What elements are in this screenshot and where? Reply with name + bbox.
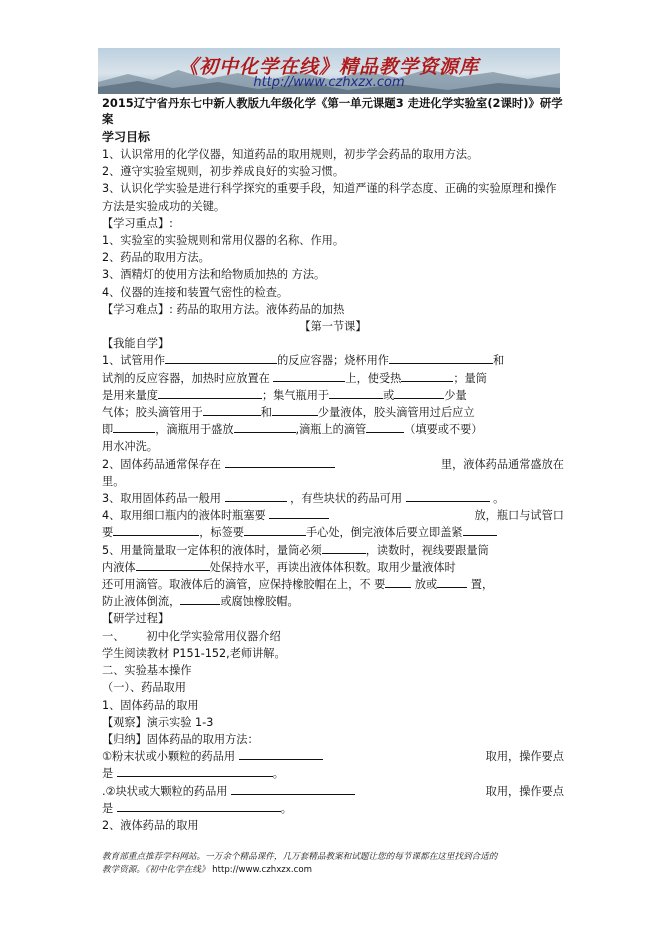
question-2-line-2: 里。 [102, 474, 125, 488]
process-text: 初中化学实验常用仪器介绍 [146, 629, 281, 643]
answer-blank[interactable] [113, 524, 199, 536]
question-text: 要 [374, 578, 386, 592]
answer-blank[interactable] [136, 559, 210, 571]
answer-blank[interactable] [322, 542, 366, 554]
answer-blank[interactable] [117, 800, 281, 812]
question-text: 里，液体药品通常盛放在 [440, 457, 564, 471]
question-text: 4、取用细口瓶内的液体时瓶塞要 [102, 509, 266, 523]
question-text: ，滴瓶用于盛放 [155, 423, 234, 437]
answer-blank[interactable] [394, 387, 444, 399]
banner-url: http://www.czhxzx.com [253, 75, 405, 90]
answer-blank[interactable] [165, 352, 277, 364]
answer-blank[interactable] [180, 593, 220, 605]
footer-line [102, 864, 564, 877]
process-text: 是 [102, 767, 114, 781]
question-text: ,滴瓶上的滴管 [295, 423, 367, 437]
process-text: 取用，操作要点 [485, 750, 564, 764]
question-text: 防止液体倒流， [102, 595, 181, 609]
question-text: ，读数时，视线要跟量筒 [365, 543, 489, 557]
answer-blank[interactable] [239, 748, 323, 760]
answer-blank[interactable] [389, 352, 493, 364]
objective-item: 1、认识常用的化学仪器，知道药品的取用规则，初步学会药品的取用方法。 [102, 148, 479, 161]
lesson-heading: 【第一节课】 [299, 320, 367, 334]
document-content [102, 95, 564, 834]
question-1-line-1 [102, 352, 564, 369]
page-footer [102, 851, 564, 877]
difficulty-line: 【学习难点】: 药品的取用方法。液体药品的加热 [102, 302, 345, 316]
process-line: 1、固体药品的取用 [102, 698, 199, 712]
answer-blank[interactable] [272, 404, 318, 416]
question-text: 和 [492, 354, 505, 368]
objective-item: 3、认识化学实验是进行科学探究的重要手段，知道严谨的科学态度、正确的实验原理和操作方法是实验成功的关键。 [102, 182, 557, 213]
footer-line: 教育部重点推荐学科网站。一万余个精品课件，几万套精品教案和试题让您的每节课都在这里找到合适的 [102, 852, 498, 862]
key-point-item: 3、酒精灯的使用方法和给物质加热的 方法。 [102, 268, 326, 282]
process-heading: 【研学过程】 [102, 612, 170, 626]
question-text: 内液体 [102, 560, 136, 574]
lump-method-line-1 [102, 783, 564, 800]
answer-blank[interactable] [329, 387, 383, 399]
process-text: 。 [272, 767, 284, 781]
process-line: 【归纳】固体药品的取用方法： [102, 732, 259, 746]
key-point-item: 2、药品的取用方法。 [102, 251, 210, 265]
process-text: ①粉末状或小颗粒的药品用 [102, 750, 236, 764]
question-text: 还可用滴管。取液体后的滴管，应保持橡胶帽在上，不 [102, 578, 371, 592]
header-banner [98, 48, 560, 94]
process-text: 是 [102, 801, 114, 815]
answer-blank[interactable] [158, 387, 262, 399]
process-line [102, 628, 564, 645]
answer-blank[interactable] [366, 421, 404, 433]
process-number: 一、 [102, 629, 125, 643]
answer-blank[interactable] [244, 524, 306, 536]
question-text: ；集气瓶用于 [261, 388, 330, 402]
question-text: 5、用量筒量取一定体积的液体时，量筒必须 [102, 543, 322, 557]
process-line: 【观察】演示实验 1-3 [102, 715, 214, 729]
question-text: 处保持水平，再读出液体体积数。取用少量液体时 [209, 560, 456, 574]
question-text: ；量筒 [453, 371, 487, 385]
answer-blank[interactable] [406, 490, 490, 502]
answer-blank[interactable] [269, 507, 329, 519]
question-text: 和 [260, 406, 272, 420]
answer-blank[interactable] [117, 765, 273, 777]
question-text: 少量液体，胶头滴管用过后应立 [317, 406, 475, 420]
question-1-line-3 [102, 387, 564, 404]
lump-method-line-2 [102, 800, 564, 817]
answer-blank[interactable] [231, 783, 355, 795]
question-text: 气体；胶头滴管用于 [102, 406, 203, 420]
key-point-item: 1、实验室的实验规则和常用仪器的名称、作用。 [102, 234, 345, 248]
answer-blank[interactable] [401, 370, 453, 382]
question-4-line-1 [102, 507, 564, 524]
process-line: 2、液体药品的取用 [102, 818, 199, 832]
footer-text: 教学资源。《初中化学在线》 [102, 865, 210, 875]
question-text: ，有些块状的药品可用 [290, 492, 403, 506]
question-text: 是用来量度 [102, 388, 158, 402]
process-text: 。 [280, 801, 292, 815]
question-text: 即 [102, 423, 114, 437]
process-text: .②块状或大颗粒的药品用 [102, 784, 228, 798]
question-text: 置， [470, 578, 494, 592]
answer-blank[interactable] [225, 456, 335, 468]
question-text: 的反应容器；烧杯用作 [277, 354, 389, 368]
answer-blank[interactable] [113, 421, 155, 433]
process-text: 取用，操作要点 [485, 784, 564, 798]
question-5-line-2 [102, 559, 564, 576]
question-1-line-6: 用水冲洗。 [102, 440, 158, 454]
question-2-line-1 [102, 456, 564, 473]
footer-link[interactable]: http://www.czhxzx.com [212, 865, 312, 875]
key-points-heading: 【学习重点】: [102, 216, 173, 230]
answer-blank[interactable] [225, 490, 287, 502]
question-1-line-4 [102, 404, 564, 421]
answer-blank[interactable] [234, 421, 296, 433]
process-line: （一）、药品取用 [102, 681, 186, 695]
banner-title: 《初中化学在线》精品教学资源库 [178, 56, 479, 78]
answer-blank[interactable] [385, 576, 411, 588]
question-text: 2、固体药品通常保存在 [102, 457, 221, 471]
question-1-line-2 [102, 370, 564, 387]
question-5-line-4 [102, 593, 564, 610]
answer-blank[interactable] [437, 576, 467, 588]
question-text: 手心处，倒完液体后要立即盖紧 [305, 526, 463, 540]
question-text: 试剂的反应容器，加热时应放置在 [102, 371, 270, 385]
powder-method-line-2 [102, 765, 564, 782]
question-4-line-2 [102, 524, 564, 541]
question-text: 1、试管用作 [102, 354, 166, 368]
powder-method-line-1 [102, 748, 564, 765]
question-text: 要 [102, 526, 114, 540]
question-3-line [102, 490, 564, 507]
self-study-heading: 【我能自学】 [102, 337, 170, 351]
question-text: 放，瓶口与试管口 [474, 509, 564, 523]
objectives-heading: 学习目标 [102, 130, 151, 144]
answer-blank[interactable] [203, 404, 261, 416]
question-text: ，标签要 [199, 526, 244, 540]
key-point-item: 4、仪器的连接和装置气密性的检查。 [102, 285, 289, 299]
question-text: 或 [383, 388, 395, 402]
objective-item: 2、遵守实验室规则，初步养成良好的实验习惯。 [102, 165, 345, 179]
question-5-line-3 [102, 576, 564, 593]
process-line: 二、实验基本操作 [102, 664, 192, 678]
question-text: 少量 [444, 388, 467, 402]
question-text: 。 [493, 492, 505, 506]
question-text: 或腐蚀橡胶帽。 [220, 595, 299, 609]
question-text: 上，使受热 [345, 371, 402, 385]
question-1-line-5 [102, 421, 564, 438]
question-text: 放或 [414, 578, 438, 592]
question-5-line-1 [102, 542, 564, 559]
question-text: （填要或不要） [404, 423, 483, 437]
process-line: 学生阅读教材 P151-152,老师讲解。 [102, 646, 286, 660]
answer-blank[interactable] [273, 370, 345, 382]
question-text: 3、取用固体药品一般用 [102, 492, 221, 506]
answer-blank[interactable] [463, 524, 497, 536]
document-title: 2015辽宁省丹东七中新人教版九年级化学《第一单元课题3 走进化学实验室(2课时)》研学案 [102, 96, 563, 126]
